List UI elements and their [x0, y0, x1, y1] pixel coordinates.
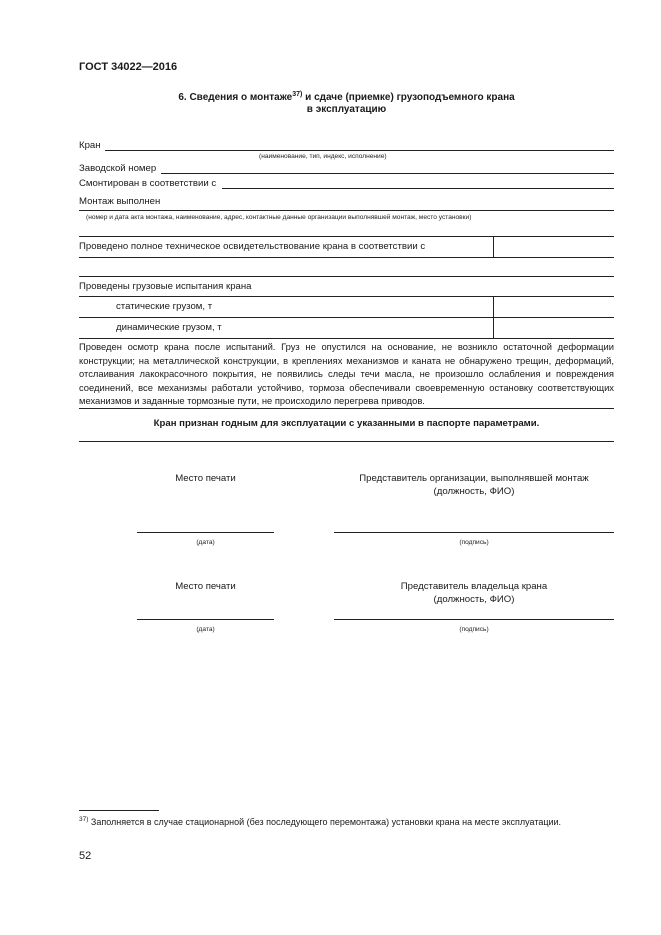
date-line-1[interactable]: [137, 532, 274, 533]
crane-hint: (наименование, тип, индекс, исполнение): [259, 153, 387, 160]
owner-representative: [334, 580, 614, 606]
signature-hint-2: (подпись): [459, 626, 489, 633]
footnote-text: Заполняется в случае стационарной (без последующего перемонтажа) установки крана на месте эксплуатации.: [88, 817, 562, 827]
installation-hint: (номер и дата акта монтажа, наименование, адрес, контактные данные организации выполнявшей монтаж, место установки): [86, 214, 472, 221]
inspection-row-bottom: [79, 257, 614, 258]
inspection-extra-line[interactable]: [79, 276, 614, 277]
paragraph-bottom-line: [79, 408, 614, 409]
load-tests-title: Проведены грузовые испытания крана: [79, 281, 252, 292]
seal-place-1: Место печати: [175, 473, 236, 484]
footnote-marker: 37): [79, 816, 89, 823]
inspection-row-top: [79, 236, 614, 237]
date-hint-2: (дата): [196, 626, 215, 633]
conclusion-text: Кран признан годным для эксплуатации с указанными в паспорте параметрами.: [153, 418, 540, 429]
signature-line-1[interactable]: [334, 532, 614, 533]
standard-header: ГОСТ 34022—2016: [79, 61, 178, 73]
static-test-label: статические грузом, т: [116, 301, 213, 312]
dynamic-test-label: динамические грузом, т: [116, 322, 222, 333]
mounted-according-field-line[interactable]: [222, 188, 614, 189]
page-number: 52: [79, 850, 92, 862]
conclusion-line[interactable]: [79, 441, 614, 442]
load-tests-bottom: [79, 338, 614, 339]
inspection-paragraph: Проведен осмотр крана после испытаний. Груз не опустился на основание, не возникло остаточной деформации конструкции; на металлической конструкции, в креплениях механизмов и каната не обнаружено трещин, деформаций, отслаивания лакокрасочного покрытия, не появились следы течи масла, не произошло ослабления и повреждения соединений, все механизмы работали устойчиво, тормоза обеспечивали своевременную остановку соответствующих механизмов и заданные тормозные пути, не происходило перегрева приводов.: [79, 341, 614, 407]
section-number: 6.: [178, 92, 187, 103]
installation-field-line[interactable]: [79, 210, 614, 211]
installation-label: Монтаж выполнен: [79, 196, 161, 207]
signature-hint-1: (подпись): [459, 539, 489, 546]
installer-representative: [334, 472, 614, 498]
signature-line-2[interactable]: [334, 619, 614, 620]
installer-representative-title: Представитель организации, выполнявшей монтаж: [359, 473, 589, 484]
date-hint-1: (дата): [196, 539, 215, 546]
mounted-according-label: Смонтирован в соответствии с: [79, 178, 217, 189]
date-line-2[interactable]: [137, 619, 274, 620]
installer-representative-hint: (должность, ФИО): [433, 486, 515, 497]
footnote-separator: [79, 810, 159, 811]
inspection-row-label: Проведено полное техническое освидетельствование крана в соответствии с: [79, 241, 426, 252]
section-title-line2: в эксплуатацию: [306, 104, 387, 115]
section-title-part2: и сдаче (приемке) грузоподъемного крана: [302, 92, 515, 103]
inspection-row-divider: [493, 236, 494, 257]
serial-number-field-line[interactable]: [161, 173, 614, 174]
footnote: [79, 816, 614, 829]
load-tests-middle: [79, 317, 614, 318]
section-title-part1: Сведения о монтаже: [189, 92, 293, 103]
section-title: [79, 92, 614, 116]
owner-representative-hint: (должность, ФИО): [433, 594, 515, 605]
serial-number-label: Заводской номер: [79, 163, 157, 174]
footnote-reference[interactable]: 37): [292, 91, 303, 98]
crane-label: Кран: [79, 140, 101, 151]
crane-field-line[interactable]: [105, 150, 614, 151]
owner-representative-title: Представитель владельца крана: [400, 581, 548, 592]
seal-place-2: Место печати: [175, 581, 236, 592]
load-tests-top: [79, 296, 614, 297]
